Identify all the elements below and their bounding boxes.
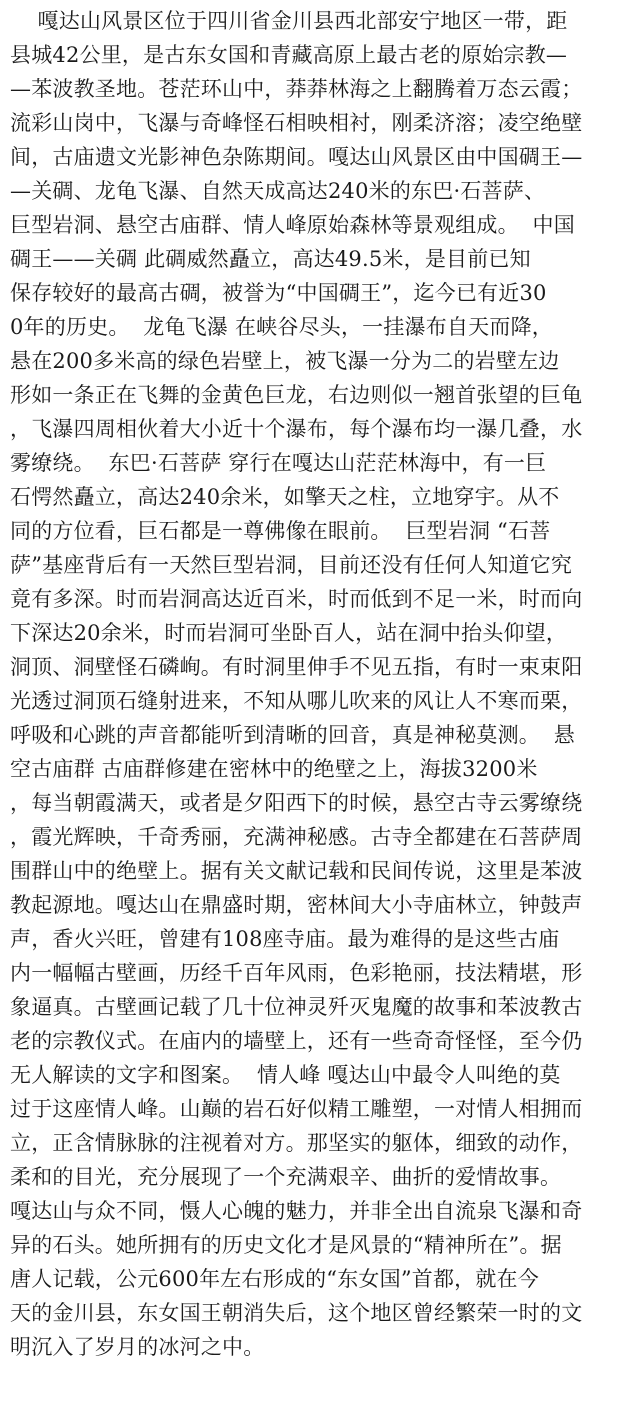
text-line: —关碉、龙龟飞瀑、自然天成高达240米的东巴·石菩萨、: [10, 179, 546, 203]
text-line: 围群山中的绝壁上。据有关文献记载和民间传说，这里是苯波: [10, 859, 583, 883]
text-line: 嘎达山风景区位于四川省金川县西北部安宁地区一带，距: [10, 9, 568, 33]
text-line: 内一幅幅古壁画，历经千百年风雨，色彩艳丽，技法精堪，形: [10, 961, 583, 985]
text-line: 下深达20余米，时而岩洞可坐卧百人，站在洞中抬头仰望，: [10, 621, 568, 645]
text-line: 柔和的目光，充分展现了一个充满艰辛、曲折的爱情故事。: [10, 1165, 562, 1189]
text-line: 象逼真。古壁画记载了几十位神灵歼灭鬼魔的故事和苯波教古: [10, 995, 583, 1019]
text-line: 明沉入了岁月的冰河之中。: [10, 1335, 265, 1359]
text-line: ，飞瀑四周相伙着大小近十个瀑布，每个瀑布均一瀑几叠，水: [10, 417, 583, 441]
text-line: 呼吸和心跳的声音都能听到清晰的回音，真是神秘莫测。 悬: [10, 723, 575, 747]
text-line: 异的石头。她所拥有的历史文化才是风景的“精神所在”。据: [10, 1233, 562, 1257]
text-line: 光透过洞顶石缝射进来，不知从哪儿吹来的风让人不寒而栗，: [10, 689, 583, 713]
text-line: 悬在200多米高的绿色岩壁上，被飞瀑一分为二的岩壁左边: [10, 349, 560, 373]
text-line: 同的方位看，巨石都是一尊佛像在眼前。 巨型岩洞 “石菩: [10, 519, 551, 543]
text-line: 间，古庙遗文光影神色杂陈期间。嘎达山风景区由中国碉王—: [10, 145, 583, 169]
text-line: 0年的历史。 龙龟飞瀑 在峡谷尽头，一挂瀑布自天而降，: [10, 315, 553, 339]
text-line: 竟有多深。时而岩洞高达近百米，时而低到不足一米，时而向: [10, 587, 583, 611]
text-line: 唐人记载，公元600年左右形成的“东女国”首都，就在今: [10, 1267, 539, 1291]
text-line: 天的金川县，东女国王朝消失后，这个地区曾经繁荣一时的文: [10, 1301, 583, 1325]
text-line: 萨”基座背后有一天然巨型岩洞，目前还没有任何人知道它究: [10, 553, 573, 577]
text-line: 立，正含情脉脉的注视着对方。那坚实的躯体，细致的动作，: [10, 1131, 583, 1155]
text-line: 过于这座情人峰。山巅的岩石好似精工雕塑，一对情人相拥而: [10, 1097, 583, 1121]
text-line: 空古庙群 古庙群修建在密林中的绝壁之上，海拔3200米: [10, 757, 538, 781]
text-line: —苯波教圣地。苍茫环山中，莽莽林海之上翻腾着万态云霞；: [10, 77, 583, 101]
article-body: [10, 4, 632, 1364]
text-line: ，每当朝霞满天，或者是夕阳西下的时候，悬空古寺云雾缭绕: [10, 791, 583, 815]
text-line: 巨型岩洞、悬空古庙群、情人峰原始森林等景观组成。 中国: [10, 213, 575, 237]
text-line: 教起源地。嘎达山在鼎盛时期，密林间大小寺庙林立，钟鼓声: [10, 893, 583, 917]
text-line: 县城42公里，是古东女国和青藏高原上最古老的原始宗教—: [10, 43, 568, 67]
text-line: 形如一条正在飞舞的金黄色巨龙，右边则似一翘首张望的巨龟: [10, 383, 583, 407]
text-line: 流彩山岗中，飞瀑与奇峰怪石相映相衬，刚柔济溶；凌空绝壁: [10, 111, 583, 135]
text-line: 雾缭绕。 东巴·石菩萨 穿行在嘎达山茫茫林海中，有一巨: [10, 451, 547, 475]
text-line: 声，香火兴旺，曾建有108座寺庙。最为难得的是这些古庙: [10, 927, 560, 951]
text-line: 嘎达山与众不同，慑人心魄的魅力，并非全出自流泉飞瀑和奇: [10, 1199, 583, 1223]
text-line: ，霞光辉映，千奇秀丽，充满神秘感。古寺全都建在石菩萨周: [10, 825, 583, 849]
text-line: 碉王——关碉 此碉威然矗立，高达49.5米，是目前已知: [10, 247, 531, 271]
text-line: 石愕然矗立，高达240余米，如擎天之柱，立地穿宇。从不: [10, 485, 560, 509]
text-line: 洞顶、洞壁怪石磷峋。有时洞里伸手不见五指，有时一束束阳: [10, 655, 583, 679]
text-line: 无人解读的文字和图案。 情人峰 嘎达山中最令人叫绝的莫: [10, 1063, 561, 1087]
text-line: 老的宗教仪式。在庙内的墙壁上，还有一些奇奇怪怪，至今仍: [10, 1029, 583, 1053]
text-line: 保存较好的最高古碉，被誉为“中国碉王”，迄今已有近30: [10, 281, 547, 305]
